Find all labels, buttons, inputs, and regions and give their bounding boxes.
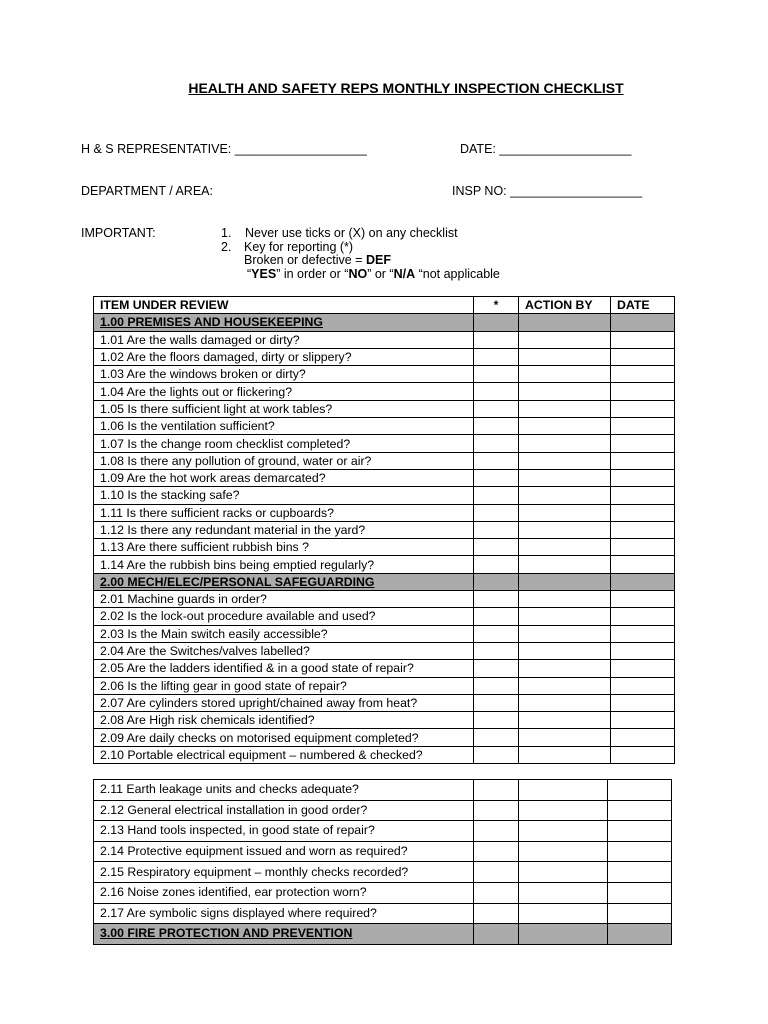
table-row [94, 504, 675, 521]
action-by-cell[interactable] [519, 746, 611, 763]
status-cell[interactable] [474, 821, 519, 842]
checklist-table-2 [93, 779, 672, 945]
table-row [94, 841, 672, 862]
action-by-cell[interactable] [519, 539, 611, 556]
action-by-cell[interactable] [519, 469, 611, 486]
item-label: 2.09 Are daily checks on motorised equipment completed? [94, 729, 474, 746]
item-label: 1.07 Is the change room checklist completed? [94, 435, 474, 452]
status-cell[interactable] [474, 694, 519, 711]
action-by-cell[interactable] [519, 418, 611, 435]
date-field[interactable]: DATE: ___________________ [460, 142, 632, 156]
date-cell[interactable] [611, 642, 675, 659]
table-row [94, 694, 675, 711]
item-label: 2.04 Are the Switches/valves labelled? [94, 642, 474, 659]
important-label: IMPORTANT: [81, 226, 156, 240]
item-label: 2.15 Respiratory equipment – monthly checks recorded? [94, 862, 474, 883]
item-label: 1.04 Are the lights out or flickering? [94, 383, 474, 400]
status-cell[interactable] [474, 608, 519, 625]
action-by-cell[interactable] [519, 677, 611, 694]
note-line-2: Key for reporting (*) [244, 240, 354, 254]
table-row [94, 487, 675, 504]
section-row [94, 924, 672, 945]
date-cell[interactable] [611, 556, 675, 573]
item-label: 2.12 General electrical installation in good order? [94, 800, 474, 821]
action-by-cell[interactable] [519, 729, 611, 746]
action-by-cell[interactable] [519, 642, 611, 659]
table-header-row [94, 297, 675, 314]
action-by-cell[interactable] [519, 712, 611, 729]
date-cell[interactable] [611, 625, 675, 642]
action-by-cell[interactable] [519, 366, 611, 383]
representative-field[interactable]: H & S REPRESENTATIVE: ___________________ [81, 142, 367, 156]
note-number-2: 2. [221, 240, 232, 254]
date-cell[interactable] [608, 821, 672, 842]
quote-open: “ [247, 267, 252, 281]
status-cell[interactable] [474, 591, 519, 608]
status-cell[interactable] [474, 469, 519, 486]
table-row [94, 625, 675, 642]
action-by-cell[interactable] [519, 903, 608, 924]
section-row [94, 314, 675, 331]
table-row [94, 348, 675, 365]
table-row [94, 556, 675, 573]
table-row [94, 677, 675, 694]
section-title: 3.00 FIRE PROTECTION AND PREVENTION [94, 924, 474, 945]
date-cell[interactable] [608, 841, 672, 862]
date-cell[interactable] [611, 400, 675, 417]
or-text: ” or “ [367, 267, 394, 281]
table-row [94, 521, 675, 538]
status-cell[interactable] [474, 452, 519, 469]
status-cell[interactable] [474, 331, 519, 348]
status-cell[interactable] [474, 780, 519, 801]
table-row [94, 800, 672, 821]
item-label: 2.06 Is the lifting gear in good state of repair? [94, 677, 474, 694]
table-row [94, 452, 675, 469]
status-cell[interactable] [474, 435, 519, 452]
status-cell[interactable] [474, 746, 519, 763]
table-row [94, 903, 672, 924]
action-by-cell[interactable] [519, 841, 608, 862]
status-cell[interactable] [474, 660, 519, 677]
status-cell[interactable] [474, 487, 519, 504]
action-by-cell[interactable] [519, 882, 608, 903]
status-cell[interactable] [474, 677, 519, 694]
date-cell[interactable] [611, 331, 675, 348]
status-cell[interactable] [474, 539, 519, 556]
action-by-cell[interactable] [519, 800, 608, 821]
def-key-label: Broken or defective = [244, 253, 366, 267]
status-cell[interactable] [474, 841, 519, 862]
date-cell[interactable] [611, 694, 675, 711]
date-cell[interactable] [608, 800, 672, 821]
status-cell[interactable] [474, 348, 519, 365]
table-row [94, 746, 675, 763]
item-label: 2.13 Hand tools inspected, in good state of repair? [94, 821, 474, 842]
status-cell[interactable] [474, 400, 519, 417]
yes-key-text: ” in order or “ [276, 267, 349, 281]
action-by-cell[interactable] [519, 556, 611, 573]
table-row [94, 642, 675, 659]
table-row [94, 366, 675, 383]
date-cell[interactable] [611, 366, 675, 383]
no-key: NO [348, 267, 368, 281]
table-row [94, 862, 672, 883]
table-row [94, 469, 675, 486]
date-cell[interactable] [611, 435, 675, 452]
table-row [94, 780, 672, 801]
na-key-text: “not applicable [415, 267, 500, 281]
date-cell[interactable] [611, 383, 675, 400]
item-label: 1.02 Are the floors damaged, dirty or slippery? [94, 348, 474, 365]
item-label: 2.07 Are cylinders stored upright/chained away from heat? [94, 694, 474, 711]
date-cell[interactable] [611, 504, 675, 521]
date-cell[interactable] [611, 469, 675, 486]
table-row [94, 435, 675, 452]
action-by-cell[interactable] [519, 694, 611, 711]
table-row [94, 331, 675, 348]
date-cell[interactable] [611, 452, 675, 469]
department-field[interactable]: DEPARTMENT / AREA: [81, 184, 213, 198]
table-row [94, 712, 675, 729]
action-by-cell[interactable] [519, 591, 611, 608]
status-cell[interactable] [474, 504, 519, 521]
status-cell[interactable] [474, 712, 519, 729]
na-key: N/A [393, 267, 416, 281]
status-cell[interactable] [474, 903, 519, 924]
item-label: 1.11 Is there sufficient racks or cupboards? [94, 504, 474, 521]
date-cell[interactable] [611, 418, 675, 435]
status-cell[interactable] [474, 625, 519, 642]
action-by-cell[interactable] [519, 348, 611, 365]
status-cell[interactable] [474, 800, 519, 821]
insp-no-field[interactable]: INSP NO: ___________________ [452, 184, 643, 198]
item-label: 2.01 Machine guards in order? [94, 591, 474, 608]
item-label: 2.03 Is the Main switch easily accessible? [94, 625, 474, 642]
table-row [94, 591, 675, 608]
status-cell[interactable] [474, 882, 519, 903]
date-cell[interactable] [611, 608, 675, 625]
table-row [94, 608, 675, 625]
date-cell[interactable] [611, 746, 675, 763]
note-line-4 [247, 267, 500, 281]
date-cell[interactable] [611, 660, 675, 677]
item-label: 1.05 Is there sufficient light at work tables? [94, 400, 474, 417]
date-cell[interactable] [611, 591, 675, 608]
status-cell[interactable] [474, 862, 519, 883]
date-cell[interactable] [608, 882, 672, 903]
date-cell[interactable] [611, 539, 675, 556]
item-label: 2.05 Are the ladders identified & in a good state of repair? [94, 660, 474, 677]
section-row [94, 573, 675, 590]
status-cell[interactable] [474, 556, 519, 573]
action-by-cell[interactable] [519, 487, 611, 504]
action-by-cell[interactable] [519, 608, 611, 625]
date-cell[interactable] [611, 712, 675, 729]
status-cell[interactable] [474, 729, 519, 746]
item-label: 1.08 Is there any pollution of ground, water or air? [94, 452, 474, 469]
action-by-cell[interactable] [519, 625, 611, 642]
header-item: ITEM UNDER REVIEW [94, 297, 474, 314]
status-cell[interactable] [474, 642, 519, 659]
item-label: 1.14 Are the rubbish bins being emptied regularly? [94, 556, 474, 573]
table-row [94, 882, 672, 903]
table-row [94, 400, 675, 417]
action-by-cell[interactable] [519, 660, 611, 677]
action-by-cell[interactable] [519, 862, 608, 883]
table-row [94, 539, 675, 556]
item-label: 2.02 Is the lock-out procedure available and used? [94, 608, 474, 625]
status-cell[interactable] [474, 383, 519, 400]
header-date: DATE [611, 297, 675, 314]
yes-key: YES [251, 267, 277, 281]
item-label: 1.06 Is the ventilation sufficient? [94, 418, 474, 435]
item-label: 2.08 Are High risk chemicals identified? [94, 712, 474, 729]
action-by-cell[interactable] [519, 383, 611, 400]
item-label: 1.09 Are the hot work areas demarcated? [94, 469, 474, 486]
item-label: 1.13 Are there sufficient rubbish bins ? [94, 539, 474, 556]
checklist-table-1 [93, 296, 675, 764]
action-by-cell[interactable] [519, 435, 611, 452]
def-key: DEF [365, 253, 391, 267]
action-by-cell[interactable] [519, 452, 611, 469]
action-by-cell[interactable] [519, 780, 608, 801]
status-cell[interactable] [474, 366, 519, 383]
note-line-1: Never use ticks or (X) on any checklist [245, 226, 458, 240]
item-label: 1.10 Is the stacking safe? [94, 487, 474, 504]
document-title: HEALTH AND SAFETY REPS MONTHLY INSPECTION CHECKLIST [188, 80, 624, 96]
date-cell[interactable] [611, 677, 675, 694]
note-number-1: 1. [221, 226, 232, 240]
date-cell[interactable] [611, 348, 675, 365]
status-cell[interactable] [474, 521, 519, 538]
note-line-3 [244, 253, 391, 267]
action-by-cell[interactable] [519, 504, 611, 521]
table-row [94, 660, 675, 677]
date-cell[interactable] [611, 729, 675, 746]
date-cell[interactable] [611, 487, 675, 504]
item-label: 2.11 Earth leakage units and checks adequate? [94, 780, 474, 801]
item-label: 2.14 Protective equipment issued and worn as required? [94, 841, 474, 862]
section-title: 1.00 PREMISES AND HOUSEKEEPING [94, 314, 474, 331]
action-by-cell[interactable] [519, 400, 611, 417]
date-cell[interactable] [608, 780, 672, 801]
item-label: 2.10 Portable electrical equipment – numbered & checked? [94, 746, 474, 763]
status-cell[interactable] [474, 418, 519, 435]
item-label: 1.03 Are the windows broken or dirty? [94, 366, 474, 383]
table-row [94, 383, 675, 400]
date-cell[interactable] [611, 521, 675, 538]
item-label: 1.12 Is there any redundant material in the yard? [94, 521, 474, 538]
action-by-cell[interactable] [519, 521, 611, 538]
table-row [94, 729, 675, 746]
table-row [94, 418, 675, 435]
header-action-by: ACTION BY [519, 297, 611, 314]
action-by-cell[interactable] [519, 331, 611, 348]
action-by-cell[interactable] [519, 821, 608, 842]
date-cell[interactable] [608, 903, 672, 924]
item-label: 2.16 Noise zones identified, ear protection worn? [94, 882, 474, 903]
header-star: * [474, 297, 519, 314]
item-label: 1.01 Are the walls damaged or dirty? [94, 331, 474, 348]
date-cell[interactable] [608, 862, 672, 883]
table-row [94, 821, 672, 842]
section-title: 2.00 MECH/ELEC/PERSONAL SAFEGUARDING [94, 573, 474, 590]
item-label: 2.17 Are symbolic signs displayed where required? [94, 903, 474, 924]
